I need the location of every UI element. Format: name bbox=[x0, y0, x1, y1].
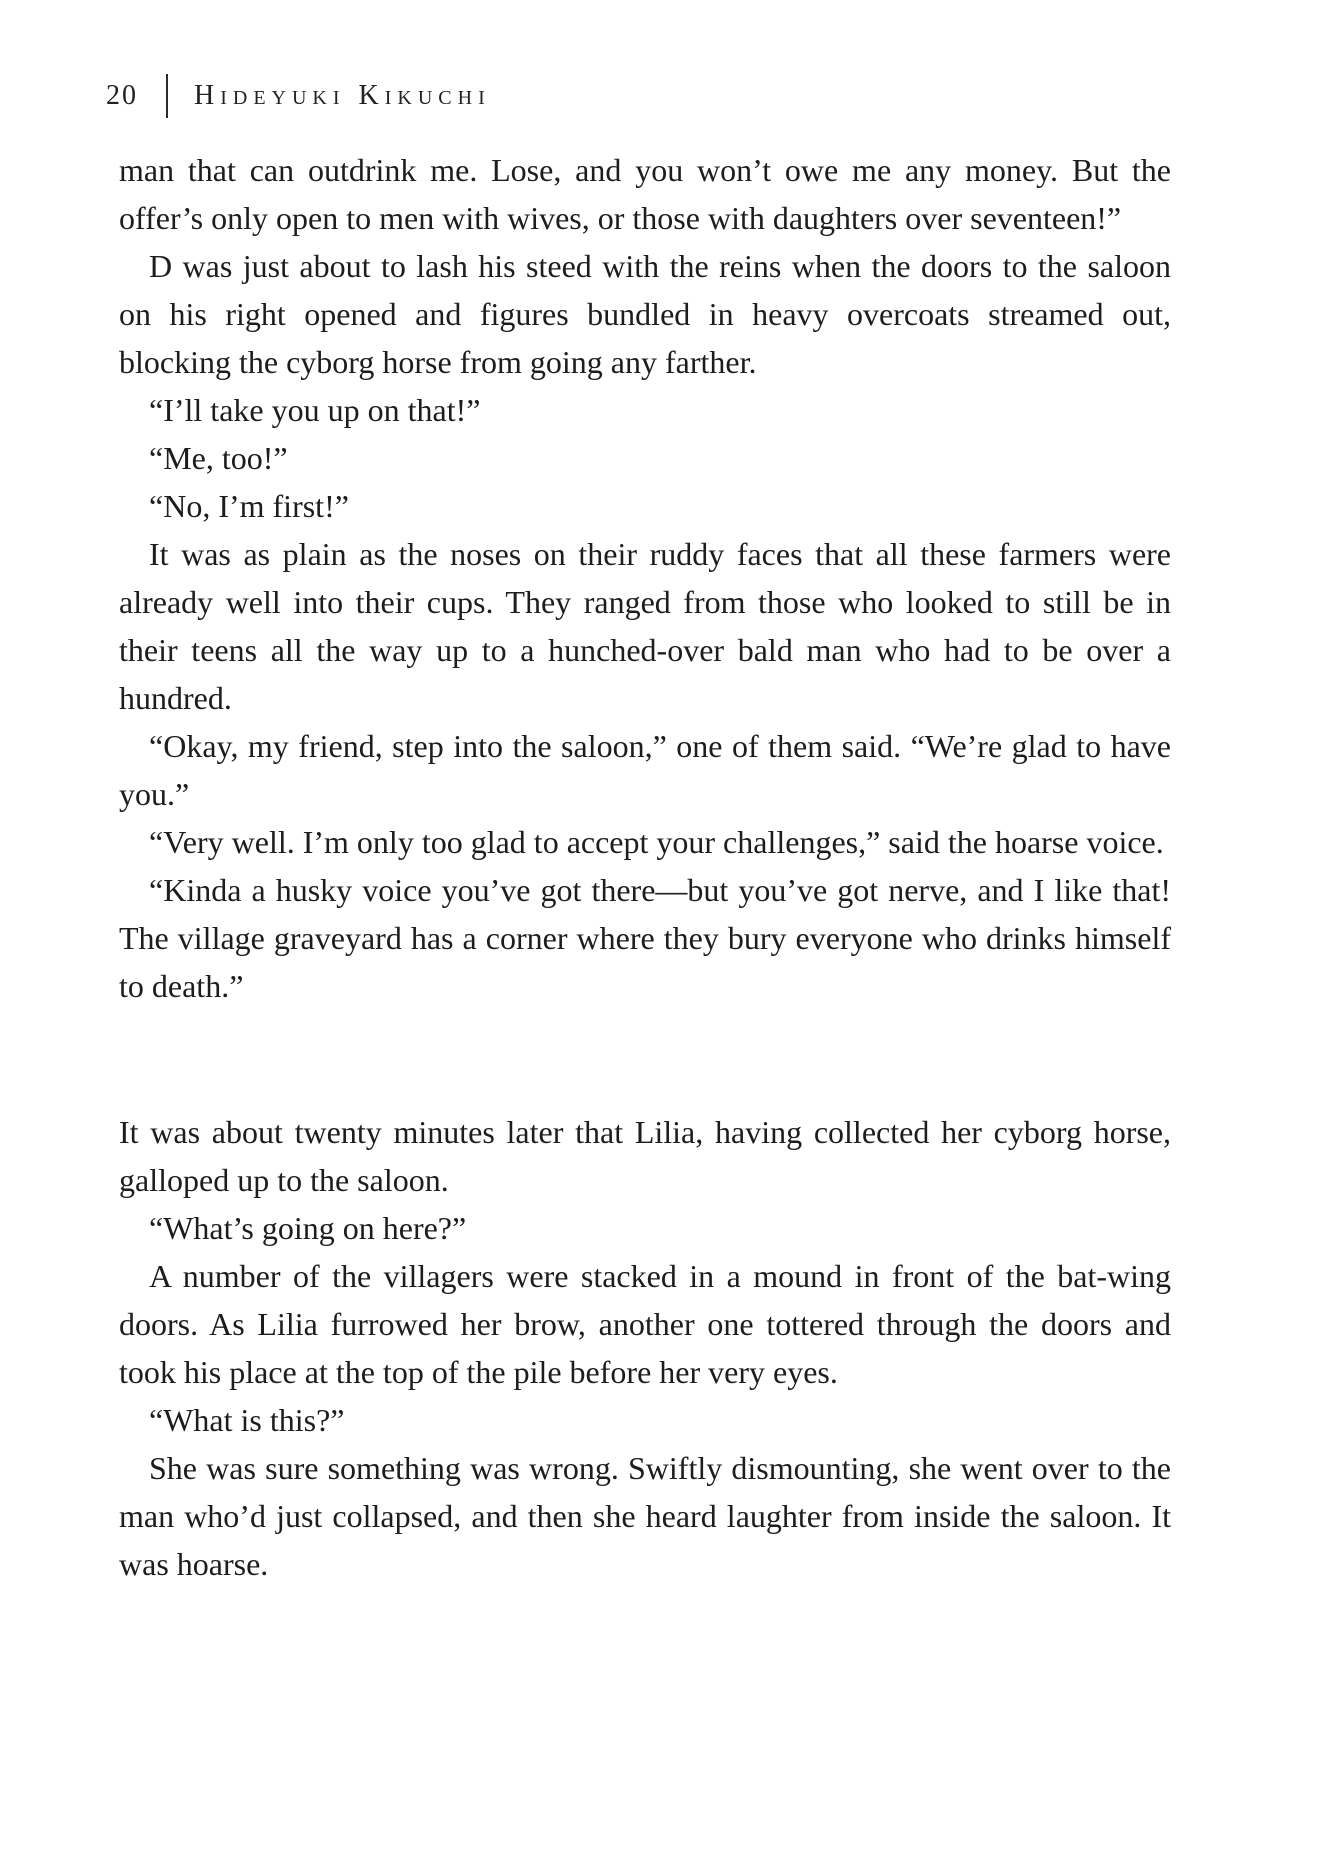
paragraph: It was as plain as the noses on their ruddy faces that all these farmers were already well into their cups. They ranged from those who looked to still be in their teens all the way up to a hunched-over bald man who had to be over a hundred. bbox=[119, 536, 1171, 716]
paragraph: “Okay, my friend, step into the saloon,” one of them said. “We’re glad to have you.” bbox=[119, 728, 1171, 812]
paragraph: It was about twenty minutes later that Lilia, having collected her cyborg horse, galloped up to the saloon. bbox=[119, 1114, 1171, 1198]
page-header bbox=[106, 74, 491, 118]
paragraph: “Me, too!” bbox=[149, 440, 288, 476]
header-divider bbox=[166, 74, 168, 118]
paragraph: “What is this?” bbox=[149, 1402, 345, 1438]
paragraph: man that can outdrink me. Lose, and you won’t owe me any money. But the offer’s only open to men with wives, or those with daughters over seventeen!” bbox=[119, 152, 1171, 236]
paragraph: “No, I’m first!” bbox=[149, 488, 349, 524]
page-number: 20 bbox=[106, 80, 138, 111]
paragraph: A number of the villagers were stacked in a mound in front of the bat-wing doors. As Lilia furrowed her brow, another one tottered through the doors and took his place at the top of the pile before her very eyes. bbox=[119, 1258, 1171, 1390]
paragraph: “Kinda a husky voice you’ve got there—but you’ve got nerve, and I like that! The village graveyard has a corner where they bury everyone who drinks himself to death.” bbox=[119, 872, 1171, 1004]
paragraph: She was sure something was wrong. Swiftly dismounting, she went over to the man who’d just collapsed, and then she heard laughter from inside the saloon. It was hoarse. bbox=[119, 1450, 1171, 1582]
paragraph: “I’ll take you up on that!” bbox=[149, 392, 481, 428]
paragraph: “What’s going on here?” bbox=[149, 1210, 467, 1246]
paragraph: “Very well. I’m only too glad to accept your challenges,” said the hoarse voice. bbox=[149, 824, 1164, 860]
running-title: Hideyuki Kikuchi bbox=[194, 80, 491, 111]
page-body bbox=[119, 146, 1171, 1588]
paragraph: D was just about to lash his steed with the reins when the doors to the saloon on his right opened and figures bundled in heavy overcoats streamed out, blocking the cyborg horse from going any farther. bbox=[119, 248, 1171, 380]
